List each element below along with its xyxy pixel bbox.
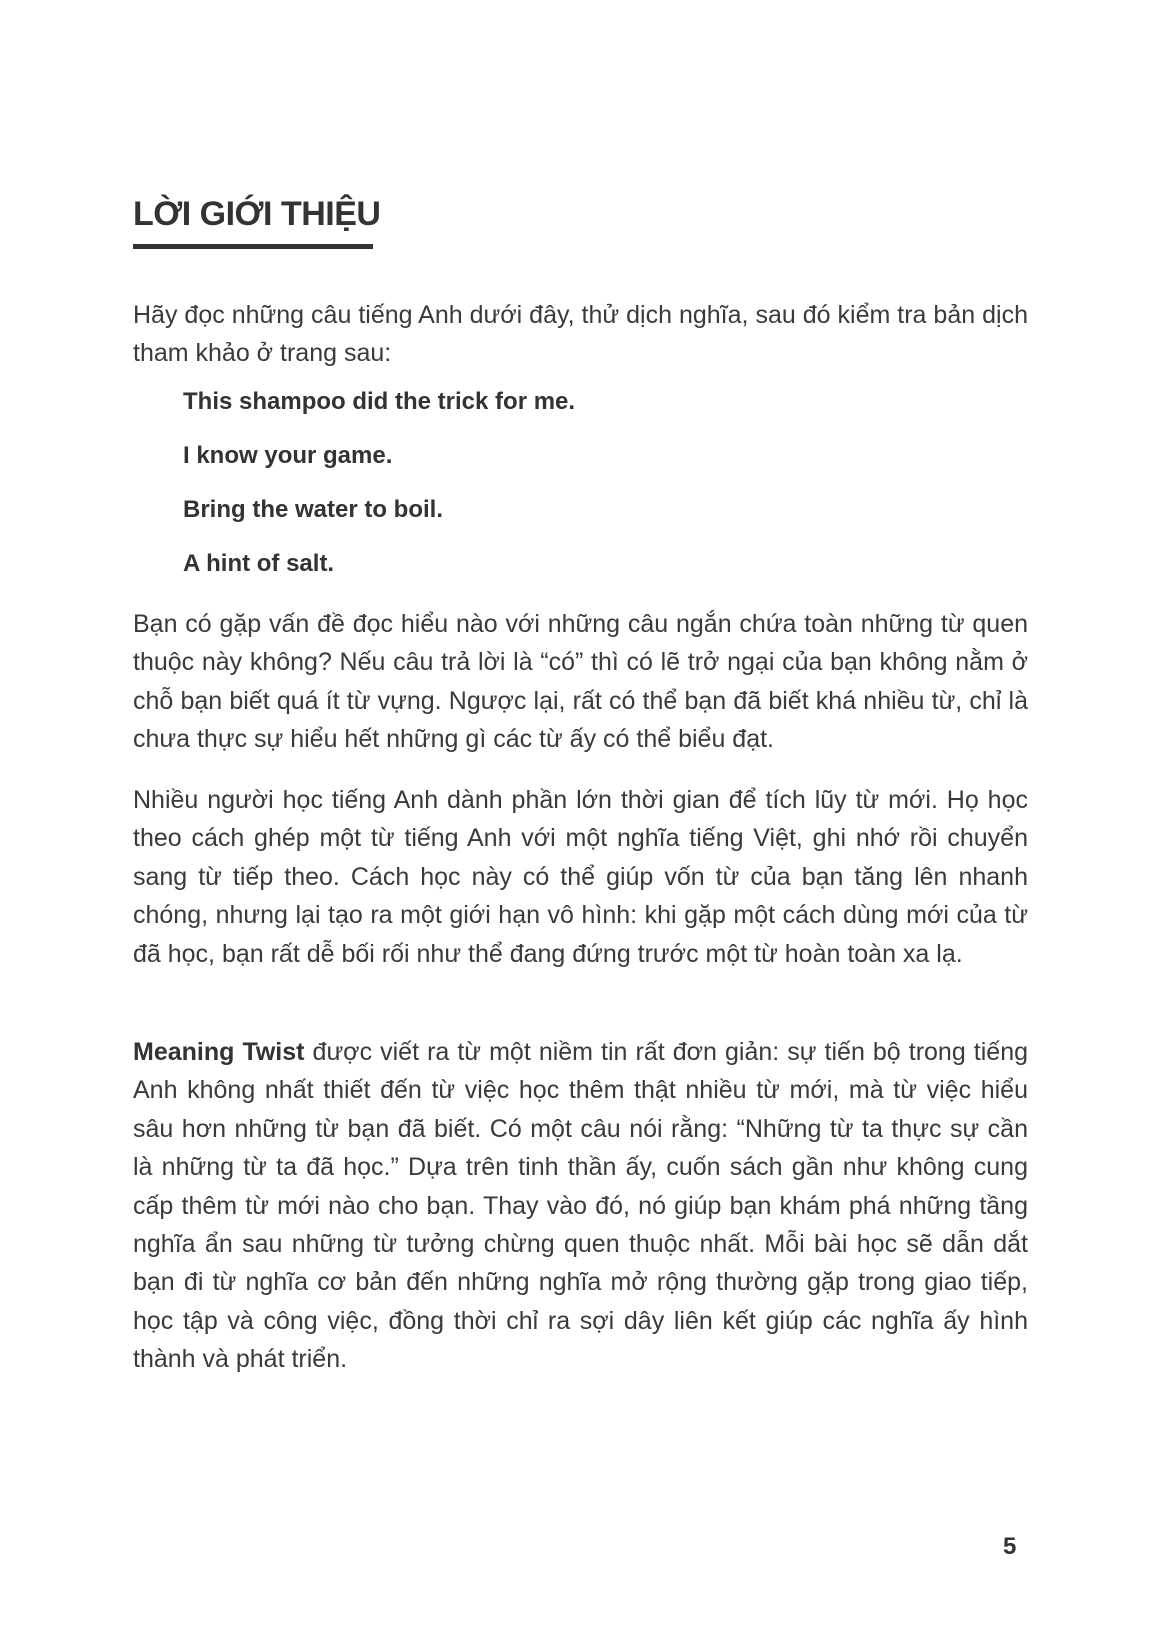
intro-paragraph: Hãy đọc những câu tiếng Anh dưới đây, thử dịch nghĩa, sau đó kiểm tra bản dịch tham khảo ở trang sau: [133,301,1028,368]
body-paragraph: Bạn có gặp vấn đề đọc hiểu nào với những câu ngắn chứa toàn những từ quen thuộc này không? Nếu câu trả lời là “có” thì có lẽ trở ngại của bạn không nằm ở chỗ bạn biết quá ít từ vựng. Ngược lại, rất có thể bạn đã biết khá nhiều từ, chỉ là chưa thực sự hiểu hết những gì các từ ấy có thể biểu đạt. [133,610,1028,754]
example-sentence: A hint of salt. [183,550,335,577]
book-title-mention: Meaning Twist [133,1038,305,1066]
example-sentence: Bring the water to boil. [183,496,444,523]
paragraph-text: được viết ra từ một niềm tin rất đơn giản: sự tiến bộ trong tiếng Anh không nhất thiết đến từ việc học thêm thật nhiều từ mới, mà từ việc hiểu sâu hơn những từ bạn đã biết. Có một câu nói rằng: “Những từ ta thực sự cần là những từ ta đã học.” Dựa trên tinh thần ấy, cuốn sách gần như không cung cấp thêm từ mới nào cho bạn. Thay vào đó, nó giúp bạn khám phá những tầng nghĩa ẩn sau những từ tưởng chừng quen thuộc nhất. Mỗi bài học sẽ dẫn dắt bạn đi từ nghĩa cơ bản đến những nghĩa mở rộng thường gặp trong giao tiếp, học tập và công việc, đồng thời chỉ ra sợi dây liên kết giúp các nghĩa ấy hình thành và phát triển. [133,1038,1028,1374]
page-number: 5 [1003,1533,1017,1560]
example-sentence: This shampoo did the trick for me. [183,388,576,415]
example-sentences [183,387,575,603]
page-title: LỜI GIỚI THIỆU [133,195,381,233]
body-paragraph: Nhiều người học tiếng Anh dành phần lớn thời gian để tích lũy từ mới. Họ học theo cách ghép một từ tiếng Anh với một nghĩa tiếng Việt, ghi nhớ rồi chuyển sang từ tiếp theo. Cách học này có thể giúp vốn từ của bạn tăng lên nhanh chóng, nhưng lại tạo ra một giới hạn vô hình: khi gặp một cách dùng mới của từ đã học, bạn rất dễ bối rối như thể đang đứng trước một từ hoàn toàn xa lạ. [133,786,1028,968]
title-underline [133,244,373,249]
body-paragraph [133,1033,1028,1379]
example-sentence: I know your game. [183,442,393,469]
